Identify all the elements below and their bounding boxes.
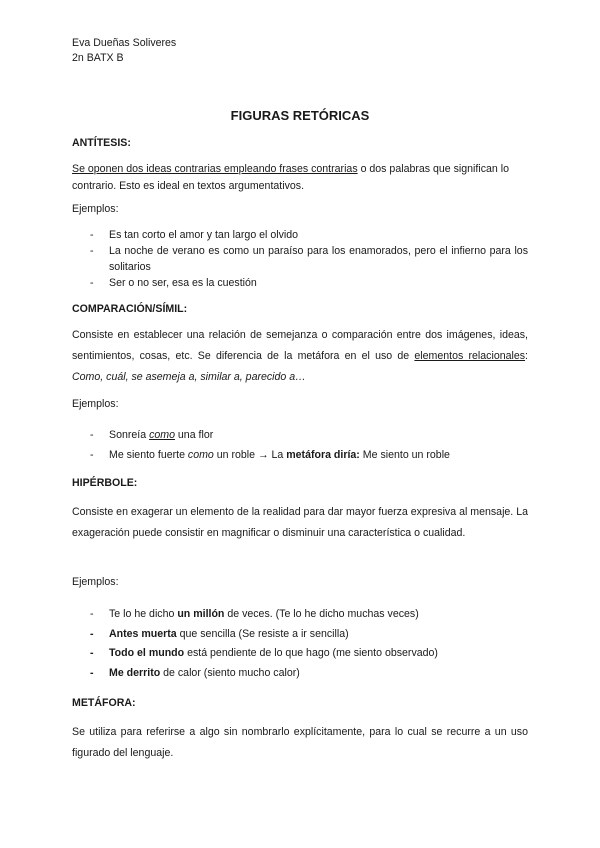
antitesis-definition-underlined: Se oponen dos ideas contrarias empleando frases contrarias [72, 163, 358, 175]
section-heading-hiperbole: HIPÉRBOLE: [72, 477, 138, 489]
document-title: FIGURAS RETÓRICAS [230, 108, 370, 123]
section-heading-antitesis: ANTÍTESIS: [72, 137, 131, 149]
header-block [72, 36, 176, 66]
list-item: - La noche de verano es como un paraíso para los enamorados, pero el infierno para los solitarios [90, 245, 528, 273]
class-label: 2n BATX B [72, 52, 124, 64]
comparacion-underlined: elementos relacionales [414, 350, 526, 362]
antitesis-examples-label: Ejemplos: [72, 203, 119, 215]
list-item: - Es tan corto el amor y tan largo el olvido [90, 229, 299, 241]
list-item: - Ser o no ser, esa es la cuestión [90, 277, 257, 289]
metafora-definition: Se utiliza para referirse a algo sin nombrarlo explícitamente, para lo cual se recurre a un uso figurado del lenguaje. [72, 726, 528, 759]
list-item: - Todo el mundo está pendiente de lo que hago (me siento observado) [90, 647, 438, 659]
list-item: - Sonreía como una flor [90, 429, 214, 441]
hiperbole-examples-label: Ejemplos: [72, 576, 119, 588]
author-name: Eva Dueñas Soliveres [72, 37, 177, 49]
antitesis-definition-rest: o dos palabras que significan lo contrario. Esto es ideal en textos argumentativos. [72, 163, 509, 192]
section-heading-comparacion: COMPARACIÓN/SÍMIL: [72, 303, 188, 315]
hiperbole-definition: Consiste en exagerar un elemento de la realidad para dar mayor fuerza expresiva al mensaje. La exageración puede consistir en magnificar o disminuir una característica o cualidad. [72, 506, 528, 539]
section-heading-metafora: METÁFORA: [72, 697, 136, 709]
hiperbole-examples-list [72, 605, 528, 683]
list-item: - Te lo he dicho un millón de veces. (Te lo he dicho muchas veces) [90, 608, 419, 620]
comparacion-definition: Consiste en establecer una relación de semejanza o comparación entre dos imágenes, ideas, sentimientos, cosas, etc. Se diferencia de la metáfora en el uso de elementos relacionales: Como, cuál, se asemeja a, similar a, parecido a… [72, 329, 528, 383]
list-item: - Antes muerta que sencilla (Se resiste a ir sencilla) [90, 627, 349, 640]
antitesis-examples-list [72, 227, 528, 291]
comparacion-examples-list [72, 425, 528, 465]
list-item: - Me siento fuerte como un roble → La metáfora diría: Me siento un roble [90, 449, 450, 461]
comparacion-italic: Como, cuál, se asemeja a, similar a, parecido a… [72, 371, 306, 383]
antitesis-definition [72, 161, 528, 195]
list-item: - Me derrito de calor (siento mucho calor) [90, 666, 300, 679]
comparacion-examples-label: Ejemplos: [72, 398, 119, 410]
